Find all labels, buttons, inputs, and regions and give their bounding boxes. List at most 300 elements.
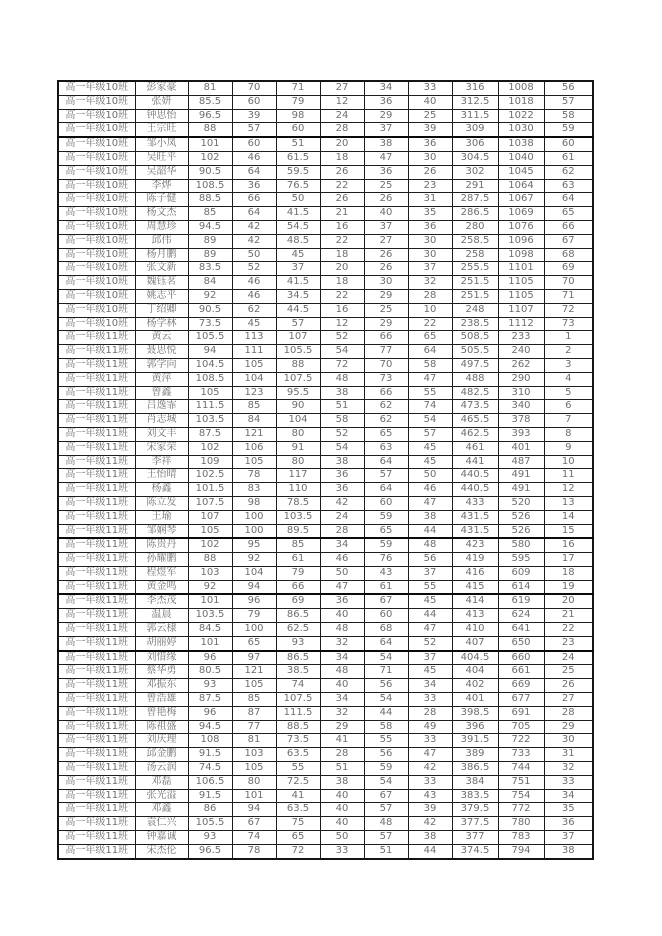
class-rank-cell: 28 (544, 706, 593, 720)
score-col-3-cell: 72.5 (276, 775, 320, 789)
score-col-6-cell: 57 (408, 427, 452, 441)
student-name-cell: 张妍 (135, 95, 188, 109)
student-name-cell: 郭学向 (135, 358, 188, 372)
grade-rank-cell: 1018 (498, 95, 544, 109)
total-score-cell: 280 (452, 220, 498, 234)
student-name-cell: 陈立发 (135, 496, 188, 510)
total-score-cell: 465.5 (452, 414, 498, 428)
total-score-cell: 473.5 (452, 400, 498, 414)
class-rank-cell: 58 (544, 109, 593, 123)
student-name-cell: 刘惜缘 (135, 651, 188, 665)
score-col-1-cell: 85.5 (188, 95, 232, 109)
score-col-5-cell: 62 (364, 414, 408, 428)
score-col-6-cell: 45 (408, 455, 452, 469)
class-rank-cell: 29 (544, 720, 593, 734)
score-col-1-cell: 94.5 (188, 720, 232, 734)
score-col-2-cell: 121 (232, 427, 276, 441)
table-row (58, 651, 593, 665)
score-col-6-cell: 26 (408, 165, 452, 179)
score-col-5-cell: 37 (364, 220, 408, 234)
student-name-cell: 杨学林 (135, 317, 188, 331)
score-col-4-cell: 12 (320, 317, 364, 331)
table-row (58, 427, 593, 441)
score-col-6-cell: 42 (408, 817, 452, 831)
score-col-3-cell: 105.5 (276, 345, 320, 359)
score-col-1-cell: 108.5 (188, 372, 232, 386)
score-col-4-cell: 22 (320, 234, 364, 248)
score-col-2-cell: 64 (232, 165, 276, 179)
grade-rank-cell: 1030 (498, 123, 544, 137)
score-col-2-cell: 36 (232, 179, 276, 193)
student-name-cell: 李祥 (135, 455, 188, 469)
score-col-4-cell: 33 (320, 844, 364, 858)
total-score-cell: 488 (452, 372, 498, 386)
score-col-3-cell: 111.5 (276, 706, 320, 720)
grade-rank-cell: 1096 (498, 234, 544, 248)
class-name-cell: 高一年级11班 (58, 372, 135, 386)
score-col-6-cell: 50 (408, 469, 452, 483)
score-col-5-cell: 29 (364, 317, 408, 331)
class-name-cell: 高一年级10班 (58, 303, 135, 317)
grade-rank-cell: 691 (498, 706, 544, 720)
score-col-5-cell: 58 (364, 720, 408, 734)
total-score-cell: 415 (452, 580, 498, 594)
table-row (58, 803, 593, 817)
score-col-3-cell: 107.5 (276, 372, 320, 386)
score-col-3-cell: 107 (276, 331, 320, 345)
class-rank-cell: 62 (544, 165, 593, 179)
class-rank-cell: 68 (544, 248, 593, 262)
class-name-cell: 高一年级10班 (58, 109, 135, 123)
class-rank-cell: 5 (544, 386, 593, 400)
score-col-3-cell: 98 (276, 109, 320, 123)
score-col-2-cell: 52 (232, 262, 276, 276)
student-name-cell: 邓磊 (135, 775, 188, 789)
score-col-1-cell: 87.5 (188, 427, 232, 441)
class-rank-cell: 73 (544, 317, 593, 331)
score-col-1-cell: 105.5 (188, 331, 232, 345)
class-rank-cell: 6 (544, 400, 593, 414)
grade-rank-cell: 744 (498, 762, 544, 776)
score-col-2-cell: 101 (232, 789, 276, 803)
class-name-cell: 高一年级10班 (58, 123, 135, 137)
student-name-cell: 邹小凤 (135, 137, 188, 151)
score-col-2-cell: 100 (232, 510, 276, 524)
class-rank-cell: 37 (544, 831, 593, 845)
score-col-5-cell: 59 (364, 510, 408, 524)
class-rank-cell: 20 (544, 594, 593, 608)
student-name-cell: 钟嘉诚 (135, 831, 188, 845)
class-rank-cell: 56 (544, 81, 593, 95)
class-rank-cell: 72 (544, 303, 593, 317)
score-col-4-cell: 47 (320, 580, 364, 594)
score-col-3-cell: 103.5 (276, 510, 320, 524)
class-name-cell: 高一年级11班 (58, 553, 135, 567)
class-name-cell: 高一年级11班 (58, 566, 135, 580)
table-row (58, 220, 593, 234)
score-col-3-cell: 63.5 (276, 748, 320, 762)
score-col-2-cell: 70 (232, 81, 276, 95)
grade-rank-cell: 733 (498, 748, 544, 762)
table-row (58, 693, 593, 707)
table-row (58, 193, 593, 207)
score-col-1-cell: 94.5 (188, 220, 232, 234)
student-name-cell: 汤云润 (135, 762, 188, 776)
student-name-cell: 黄萍 (135, 372, 188, 386)
grade-rank-cell: 580 (498, 538, 544, 552)
score-col-4-cell: 18 (320, 151, 364, 165)
class-rank-cell: 63 (544, 179, 593, 193)
total-score-cell: 431.5 (452, 524, 498, 538)
class-rank-cell: 60 (544, 137, 593, 151)
score-col-4-cell: 54 (320, 345, 364, 359)
score-col-4-cell: 38 (320, 455, 364, 469)
score-col-5-cell: 67 (364, 594, 408, 608)
total-score-cell: 407 (452, 636, 498, 650)
class-rank-cell: 21 (544, 609, 593, 623)
student-name-cell: 李烨 (135, 179, 188, 193)
class-rank-cell: 70 (544, 276, 593, 290)
total-score-cell: 238.5 (452, 317, 498, 331)
score-col-1-cell: 91.5 (188, 789, 232, 803)
student-name-cell: 彭家豪 (135, 81, 188, 95)
table-row (58, 289, 593, 303)
score-col-3-cell: 37 (276, 262, 320, 276)
class-rank-cell: 9 (544, 441, 593, 455)
score-col-1-cell: 91.5 (188, 748, 232, 762)
class-rank-cell: 25 (544, 665, 593, 679)
class-name-cell: 高一年级11班 (58, 636, 135, 650)
score-col-3-cell: 44.5 (276, 303, 320, 317)
score-col-6-cell: 47 (408, 623, 452, 637)
grade-rank-cell: 783 (498, 831, 544, 845)
score-col-1-cell: 96 (188, 651, 232, 665)
score-col-2-cell: 85 (232, 400, 276, 414)
score-col-4-cell: 26 (320, 165, 364, 179)
class-rank-cell: 35 (544, 803, 593, 817)
score-col-2-cell: 87 (232, 706, 276, 720)
class-rank-cell: 1 (544, 331, 593, 345)
score-col-4-cell: 36 (320, 594, 364, 608)
score-col-4-cell: 36 (320, 483, 364, 497)
score-col-1-cell: 108.5 (188, 179, 232, 193)
grade-rank-cell: 794 (498, 844, 544, 858)
score-col-2-cell: 95 (232, 538, 276, 552)
score-col-3-cell: 80 (276, 455, 320, 469)
table-row (58, 734, 593, 748)
score-col-6-cell: 36 (408, 137, 452, 151)
score-col-1-cell: 101 (188, 636, 232, 650)
student-name-cell: 曾鑫 (135, 386, 188, 400)
score-col-5-cell: 34 (364, 81, 408, 95)
score-col-5-cell: 77 (364, 345, 408, 359)
score-col-1-cell: 96.5 (188, 109, 232, 123)
student-name-cell: 聂思悦 (135, 345, 188, 359)
score-col-6-cell: 22 (408, 317, 452, 331)
grade-rank-cell: 401 (498, 441, 544, 455)
score-col-6-cell: 42 (408, 762, 452, 776)
class-name-cell: 高一年级11班 (58, 679, 135, 693)
table-row (58, 483, 593, 497)
table-row (58, 553, 593, 567)
class-name-cell: 高一年级10班 (58, 234, 135, 248)
score-col-6-cell: 49 (408, 720, 452, 734)
score-col-1-cell: 93 (188, 831, 232, 845)
table-row (58, 789, 593, 803)
score-col-1-cell: 108 (188, 734, 232, 748)
score-col-1-cell: 107 (188, 510, 232, 524)
table-row (58, 372, 593, 386)
table-row (58, 623, 593, 637)
student-name-cell: 魏钰茗 (135, 276, 188, 290)
score-col-4-cell: 41 (320, 734, 364, 748)
score-col-1-cell: 74.5 (188, 762, 232, 776)
score-col-2-cell: 106 (232, 441, 276, 455)
score-col-2-cell: 104 (232, 372, 276, 386)
score-col-2-cell: 94 (232, 580, 276, 594)
score-col-1-cell: 105 (188, 524, 232, 538)
score-col-3-cell: 55 (276, 762, 320, 776)
student-name-cell: 曾艳梅 (135, 706, 188, 720)
class-name-cell: 高一年级11班 (58, 831, 135, 845)
score-col-5-cell: 59 (364, 538, 408, 552)
class-name-cell: 高一年级11班 (58, 706, 135, 720)
table-row (58, 636, 593, 650)
score-col-3-cell: 107.5 (276, 693, 320, 707)
score-col-4-cell: 27 (320, 81, 364, 95)
total-score-cell: 386.5 (452, 762, 498, 776)
score-col-3-cell: 72 (276, 844, 320, 858)
class-rank-cell: 31 (544, 748, 593, 762)
student-name-cell: 张光溢 (135, 789, 188, 803)
total-score-cell: 309 (452, 123, 498, 137)
score-col-1-cell: 102.5 (188, 469, 232, 483)
total-score-cell: 258.5 (452, 234, 498, 248)
table-row (58, 469, 593, 483)
score-col-2-cell: 84 (232, 414, 276, 428)
table-row (58, 248, 593, 262)
table-row (58, 441, 593, 455)
class-name-cell: 高一年级11班 (58, 789, 135, 803)
score-col-4-cell: 24 (320, 510, 364, 524)
grade-rank-cell: 290 (498, 372, 544, 386)
score-col-2-cell: 65 (232, 636, 276, 650)
score-col-3-cell: 73.5 (276, 734, 320, 748)
total-score-cell: 440.5 (452, 469, 498, 483)
score-col-5-cell: 63 (364, 441, 408, 455)
total-score-cell: 423 (452, 538, 498, 552)
score-col-4-cell: 22 (320, 289, 364, 303)
student-name-cell: 肖志城 (135, 414, 188, 428)
score-col-4-cell: 16 (320, 303, 364, 317)
score-col-3-cell: 86.5 (276, 651, 320, 665)
score-col-3-cell: 41.5 (276, 276, 320, 290)
score-col-4-cell: 12 (320, 95, 364, 109)
score-col-5-cell: 37 (364, 123, 408, 137)
score-col-2-cell: 123 (232, 386, 276, 400)
grade-rank-cell: 262 (498, 358, 544, 372)
score-col-6-cell: 30 (408, 248, 452, 262)
score-col-5-cell: 64 (364, 483, 408, 497)
total-score-cell: 302 (452, 165, 498, 179)
total-score-cell: 316 (452, 81, 498, 95)
table-row (58, 123, 593, 137)
score-col-6-cell: 55 (408, 386, 452, 400)
student-name-cell: 吴韶华 (135, 165, 188, 179)
score-col-2-cell: 105 (232, 762, 276, 776)
table-row (58, 331, 593, 345)
class-rank-cell: 4 (544, 372, 593, 386)
score-col-6-cell: 28 (408, 289, 452, 303)
score-col-4-cell: 50 (320, 831, 364, 845)
table-row (58, 762, 593, 776)
score-col-5-cell: 30 (364, 276, 408, 290)
score-col-6-cell: 37 (408, 566, 452, 580)
score-col-6-cell: 45 (408, 441, 452, 455)
table-row (58, 179, 593, 193)
score-col-4-cell: 48 (320, 665, 364, 679)
score-col-2-cell: 83 (232, 483, 276, 497)
score-col-4-cell: 18 (320, 276, 364, 290)
table-row (58, 276, 593, 290)
score-col-5-cell: 55 (364, 734, 408, 748)
score-col-2-cell: 92 (232, 553, 276, 567)
table-row (58, 665, 593, 679)
score-col-4-cell: 28 (320, 748, 364, 762)
score-col-6-cell: 43 (408, 789, 452, 803)
total-score-cell: 291 (452, 179, 498, 193)
class-name-cell: 高一年级10班 (58, 276, 135, 290)
score-col-1-cell: 88.5 (188, 193, 232, 207)
score-col-4-cell: 20 (320, 137, 364, 151)
grade-rank-cell: 705 (498, 720, 544, 734)
score-col-5-cell: 26 (364, 248, 408, 262)
score-col-6-cell: 37 (408, 262, 452, 276)
class-name-cell: 高一年级11班 (58, 844, 135, 858)
score-col-1-cell: 89 (188, 248, 232, 262)
score-col-4-cell: 32 (320, 636, 364, 650)
score-col-4-cell: 36 (320, 469, 364, 483)
student-name-cell: 孙耀鹏 (135, 553, 188, 567)
student-name-cell: 邱伟 (135, 234, 188, 248)
score-col-1-cell: 102 (188, 151, 232, 165)
score-col-5-cell: 54 (364, 775, 408, 789)
class-name-cell: 高一年级10班 (58, 262, 135, 276)
score-col-2-cell: 57 (232, 123, 276, 137)
class-rank-cell: 14 (544, 510, 593, 524)
grade-rank-cell: 624 (498, 609, 544, 623)
grade-rank-cell: 754 (498, 789, 544, 803)
score-col-2-cell: 46 (232, 276, 276, 290)
score-col-5-cell: 60 (364, 496, 408, 510)
class-name-cell: 高一年级10班 (58, 289, 135, 303)
score-col-4-cell: 38 (320, 775, 364, 789)
student-name-cell: 张文新 (135, 262, 188, 276)
grade-rank-cell: 526 (498, 510, 544, 524)
table-row (58, 151, 593, 165)
score-col-5-cell: 36 (364, 95, 408, 109)
class-rank-cell: 67 (544, 234, 593, 248)
score-col-6-cell: 38 (408, 510, 452, 524)
score-col-6-cell: 56 (408, 553, 452, 567)
total-score-cell: 379.5 (452, 803, 498, 817)
grade-rank-cell: 614 (498, 580, 544, 594)
score-col-6-cell: 32 (408, 276, 452, 290)
class-name-cell: 高一年级11班 (58, 441, 135, 455)
grade-rank-cell: 340 (498, 400, 544, 414)
student-name-cell: 袁仁兴 (135, 817, 188, 831)
score-col-6-cell: 36 (408, 220, 452, 234)
score-col-1-cell: 88 (188, 123, 232, 137)
student-name-cell: 陈子健 (135, 193, 188, 207)
score-col-2-cell: 105 (232, 455, 276, 469)
score-col-2-cell: 121 (232, 665, 276, 679)
score-col-5-cell: 71 (364, 665, 408, 679)
grade-rank-cell: 1105 (498, 276, 544, 290)
table-row (58, 137, 593, 151)
grade-rank-cell: 1045 (498, 165, 544, 179)
grade-rank-cell: 240 (498, 345, 544, 359)
class-name-cell: 高一年级10班 (58, 151, 135, 165)
student-name-cell: 宋家荣 (135, 441, 188, 455)
score-col-6-cell: 23 (408, 179, 452, 193)
score-col-5-cell: 68 (364, 623, 408, 637)
score-col-5-cell: 47 (364, 151, 408, 165)
class-rank-cell: 71 (544, 289, 593, 303)
score-col-1-cell: 85 (188, 207, 232, 221)
score-col-5-cell: 65 (364, 427, 408, 441)
class-name-cell: 高一年级10班 (58, 248, 135, 262)
score-col-2-cell: 98 (232, 496, 276, 510)
class-rank-cell: 3 (544, 358, 593, 372)
score-col-6-cell: 31 (408, 193, 452, 207)
student-name-cell: 李杰茂 (135, 594, 188, 608)
total-score-cell: 287.5 (452, 193, 498, 207)
class-name-cell: 高一年级11班 (58, 665, 135, 679)
score-col-4-cell: 52 (320, 427, 364, 441)
score-col-3-cell: 54.5 (276, 220, 320, 234)
score-col-4-cell: 51 (320, 762, 364, 776)
score-col-6-cell: 44 (408, 844, 452, 858)
grade-rank-cell: 1105 (498, 289, 544, 303)
score-col-1-cell: 102 (188, 441, 232, 455)
class-name-cell: 高一年级10班 (58, 137, 135, 151)
score-col-5-cell: 64 (364, 455, 408, 469)
score-col-6-cell: 48 (408, 538, 452, 552)
score-col-3-cell: 79 (276, 566, 320, 580)
table-row (58, 414, 593, 428)
score-col-3-cell: 61 (276, 553, 320, 567)
total-score-cell: 377 (452, 831, 498, 845)
class-rank-cell: 23 (544, 636, 593, 650)
score-col-5-cell: 64 (364, 636, 408, 650)
score-col-3-cell: 41.5 (276, 207, 320, 221)
student-name-cell: 吴旺平 (135, 151, 188, 165)
class-name-cell: 高一年级11班 (58, 693, 135, 707)
grade-rank-cell: 487 (498, 455, 544, 469)
grade-rank-cell: 1101 (498, 262, 544, 276)
total-score-cell: 258 (452, 248, 498, 262)
total-score-cell: 398.5 (452, 706, 498, 720)
score-col-4-cell: 51 (320, 400, 364, 414)
score-col-4-cell: 72 (320, 358, 364, 372)
score-col-2-cell: 78 (232, 469, 276, 483)
table-row (58, 594, 593, 608)
total-score-cell: 402 (452, 679, 498, 693)
score-col-6-cell: 38 (408, 831, 452, 845)
total-score-cell: 482.5 (452, 386, 498, 400)
total-score-cell: 251.5 (452, 276, 498, 290)
